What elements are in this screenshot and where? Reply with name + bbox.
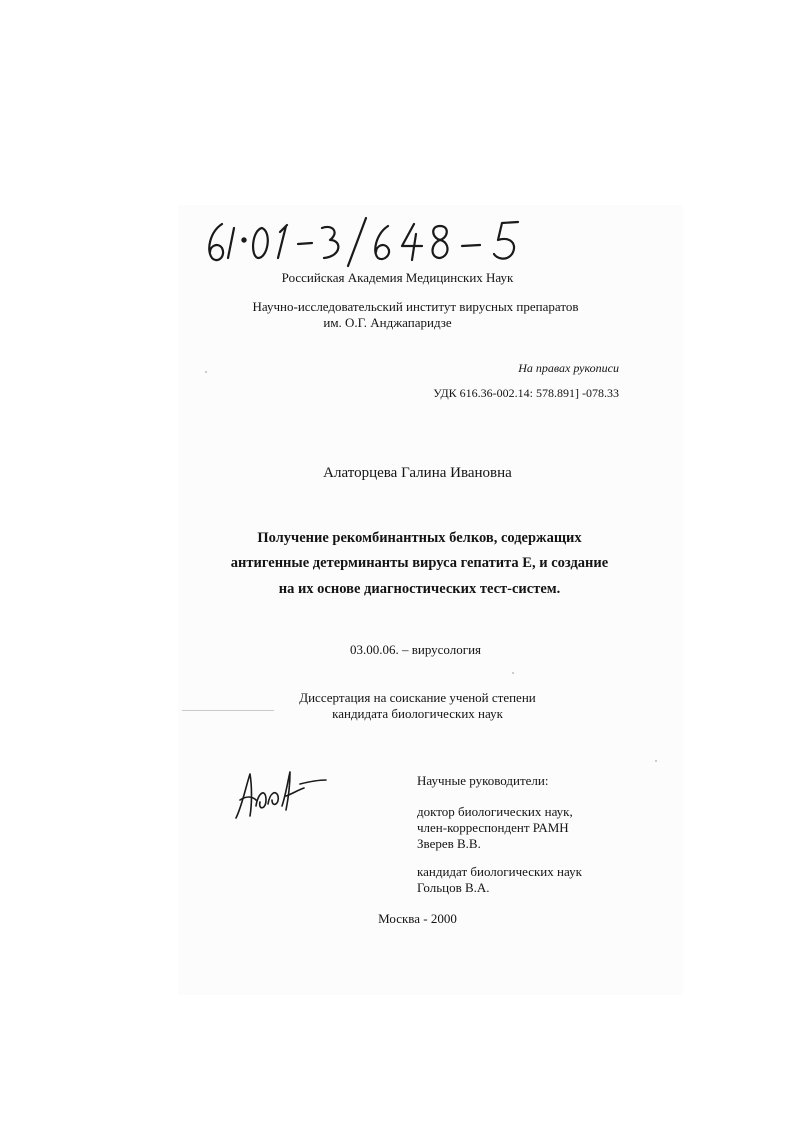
- supervisor1-name: Зверев В.В.: [417, 836, 481, 851]
- scan-speck: [655, 760, 657, 762]
- dissertation-title-line3: на их основе диагностических тест-систем.: [278, 581, 561, 597]
- udc-code: УДК 616.36-002.14: 578.891] -078.33: [433, 386, 619, 400]
- scan-speck: [205, 371, 207, 373]
- supervisor2-name: Гольцов В.А.: [417, 880, 490, 895]
- handwritten-archive-code: [200, 210, 540, 272]
- supervisors-heading: Научные руководители:: [417, 773, 549, 788]
- institute-name-line2: им. О.Г. Анджапаридзе: [323, 315, 452, 330]
- degree-line1: Диссертация на соискание ученой степени: [299, 690, 536, 705]
- scan-speck: [512, 672, 514, 674]
- institute-name-line1: Научно-исследовательский институт вирусных препаратов: [252, 299, 579, 314]
- supervisor2-degree: кандидат биологических наук: [417, 864, 582, 879]
- handwritten-signature: [226, 766, 331, 826]
- manuscript-rights-label: На правах рукописи: [518, 361, 619, 375]
- supervisor1-degree: доктор биологических наук,: [417, 804, 573, 819]
- author-name: Алаторцева Галина Ивановна: [323, 465, 512, 481]
- specialty: 03.00.06. – вирусология: [349, 642, 482, 657]
- faint-scan-line: [182, 710, 274, 711]
- dissertation-title-line2: антигенные детерминанты вируса гепатита Е, и создание: [230, 555, 609, 571]
- dissertation-title-line1: Получение рекомбинантных белков, содержащих: [257, 530, 582, 546]
- academy-name: Российская Академия Медицинских Наук: [281, 270, 514, 285]
- degree-line2: кандидата биологических наук: [332, 706, 503, 721]
- supervisor1-title: член-корреспондент РАМН: [417, 820, 569, 835]
- city-year: Москва - 2000: [378, 911, 457, 926]
